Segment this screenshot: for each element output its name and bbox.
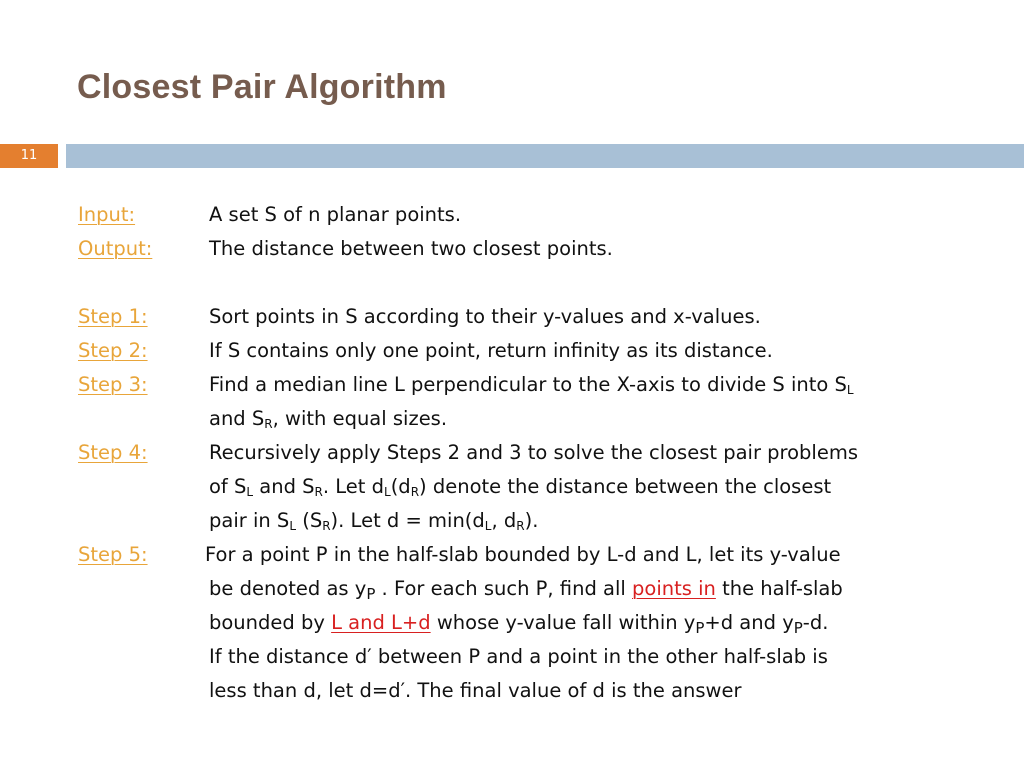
step1-label[interactable]: Step 1: [78, 305, 148, 328]
step4-line3: pair in $S_L$ $(S_R)$. Let $d = \min(d_L$, $d_R$). [209, 509, 539, 533]
step5-line2: be denoted as $y_P$ . For each such P, find all points in the half-slab [209, 577, 843, 603]
step5-line1: For a point P in the half-slab bounded by L-d and L, let its y-value [205, 543, 841, 566]
step3-line2: and $S_R$, with equal sizes. [209, 407, 448, 431]
step3-label[interactable]: Step 3: [78, 373, 148, 396]
points-in-link[interactable]: points in [632, 577, 716, 600]
step4-line1: Recursively apply Steps 2 and 3 to solve the closest pair problems [209, 441, 859, 464]
slide-number: 11 [0, 144, 58, 168]
output-label[interactable]: Output: [78, 237, 153, 260]
step5-line4: If the distance d′ between P and a point in the other half-slab is [209, 645, 828, 668]
input-label[interactable]: Input: [78, 203, 136, 226]
step4-label[interactable]: Step 4: [78, 441, 148, 464]
slide-title: Closest Pair Algorithm [77, 68, 447, 106]
step5-label[interactable]: Step 5: [78, 543, 148, 566]
header-rule-bar [66, 144, 1024, 168]
step2-text: If S contains only one point, return infinity as its distance. [209, 339, 773, 362]
step3-line1: Find a median line L perpendicular to the X-axis to divide S into $S_L$ [209, 373, 854, 397]
step1-text: Sort points in S according to their y-values and x-values. [209, 305, 761, 328]
output-text: The distance between two closest points. [209, 237, 613, 260]
step2-label[interactable]: Step 2: [78, 339, 148, 362]
step5-line3: bounded by L and L+d whose y-value fall within $y_P+d$ and $y_P-d$. [209, 611, 829, 637]
input-text: A set S of n planar points. [209, 203, 462, 226]
step4-line2: of $S_L$ and $S_R$. Let $d_L(d_R)$ denote the distance between the closest [209, 475, 832, 499]
step5-line5: less than d, let d=d′. The final value of d is the answer [209, 679, 742, 702]
l-and-l-plus-d-link[interactable]: L and L+d [331, 611, 431, 634]
